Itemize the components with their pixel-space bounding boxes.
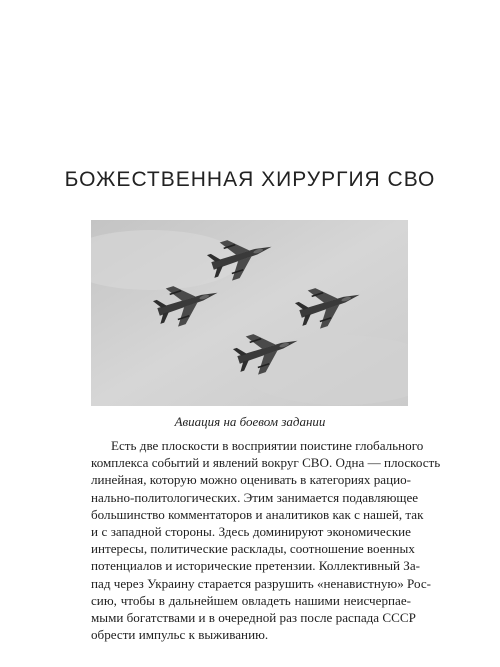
text-line: интересы, политические расклады, соотношение военных [91, 541, 415, 557]
jets-photo [91, 220, 408, 406]
body-paragraph [91, 437, 441, 643]
text-line: обрести импульс к выживанию. [91, 627, 269, 643]
text-line: нально-политологических. Этим занимается подавляющее [91, 489, 419, 505]
text-line: потенциалов и исторические претензии. Коллективный За- [91, 558, 421, 574]
text-line: и с западной стороны. Здесь доминируют экономические [91, 523, 411, 539]
text-line: линейная, которую можно оценивать в категориях рацио- [91, 472, 412, 488]
text-line: мыми богатствами и в очередной раз после распада СССР [91, 609, 416, 625]
text-line: комплекса событий и явлений вокруг СВО. Одна — плоскость [91, 455, 441, 471]
text-line: Есть две плоскости в восприятии поистине глобального [111, 438, 424, 453]
chapter-title: БОЖЕСТВЕННАЯ ХИРУРГИЯ СВО [64, 168, 436, 191]
photo-caption: Авиация на боевом задании [174, 414, 326, 429]
text-line: пад через Украину старается разрушить «ненавистную» Рос- [91, 575, 432, 591]
text-line: сию, чтобы в дальнейшем овладеть нашими неисчерпае- [91, 592, 411, 608]
text-line: большинство комментаторов и аналитиков как с нашей, так [91, 506, 424, 522]
